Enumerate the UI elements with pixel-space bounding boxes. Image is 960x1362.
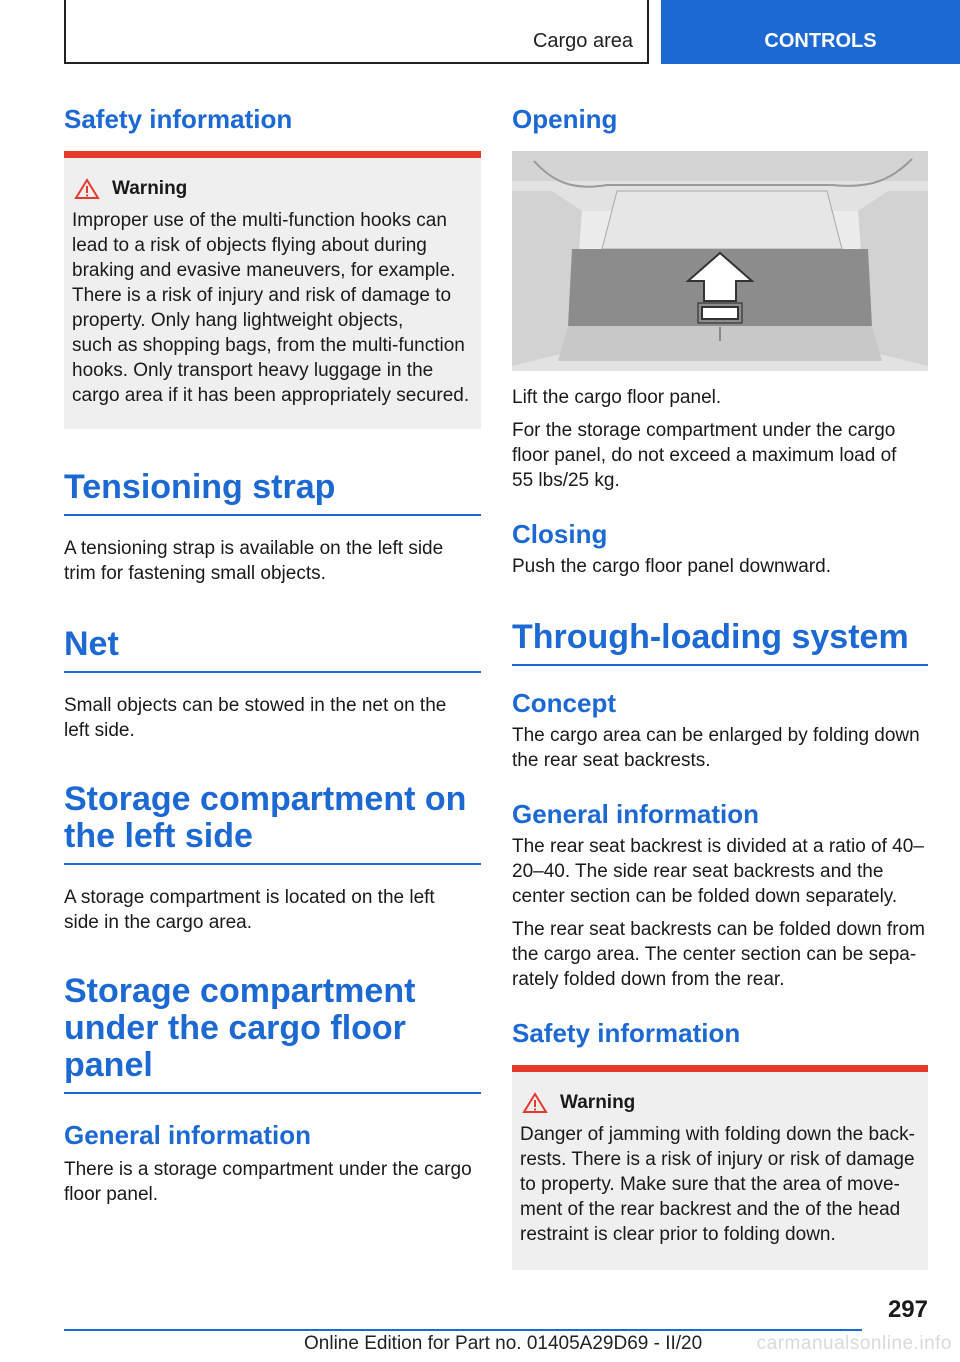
- body-line: A storage compartment is located on the left: [64, 887, 435, 908]
- warning-title: Warning: [112, 178, 188, 199]
- body-line: side in the cargo area.: [64, 912, 253, 933]
- warning-line: restraint is clear prior to folding down.: [520, 1224, 836, 1245]
- warning-line: cargo area if it has been appropriately secured.: [72, 385, 470, 406]
- body-line: There is a storage compartment under the cargo: [64, 1159, 472, 1180]
- opening-heading: Opening: [512, 104, 618, 134]
- through-loading-heading: Through-loading system: [512, 619, 928, 666]
- heading-line: the left side: [64, 817, 253, 855]
- body-line: 55 lbs/25 kg.: [512, 470, 620, 491]
- warning-line: rests. There is a risk of injury or risk of damage: [520, 1149, 915, 1170]
- safety-heading: Safety information: [512, 1018, 741, 1048]
- warning-triangle-icon: [74, 178, 100, 200]
- warning-title: Warning: [560, 1092, 636, 1113]
- body-line: The rear seat backrests can be folded down from: [512, 919, 925, 940]
- chapter-label: CONTROLS: [764, 30, 877, 52]
- body-line: Small objects can be stowed in the net on the: [64, 695, 447, 716]
- warning-line: lead to a risk of objects flying about during: [72, 235, 427, 256]
- body-line: For the storage compartment under the cargo: [512, 420, 896, 441]
- net-heading: Net: [64, 626, 481, 673]
- warning-line: Improper use of the multi-function hooks can: [72, 210, 447, 231]
- warning-line: braking and evasive maneuvers, for example.: [72, 260, 456, 281]
- body-line: the rear seat backrests.: [512, 750, 711, 771]
- heading-line: under the cargo floor panel: [64, 1009, 406, 1084]
- body-line: left side.: [64, 720, 135, 741]
- section-title: Cargo area: [532, 30, 633, 52]
- warning-box: [64, 151, 481, 429]
- body-line: rately folded down from the rear.: [512, 969, 785, 990]
- body-line: A tensioning strap is available on the left side: [64, 538, 444, 559]
- warning-line: such as shopping bags, from the multi-function: [72, 335, 465, 356]
- general-info-heading: General information: [512, 799, 760, 829]
- warning-box: [512, 1065, 928, 1270]
- body-line: trim for fastening small objects.: [64, 563, 326, 584]
- left-column: [64, 104, 481, 1207]
- tensioning-heading: Tensioning strap: [64, 469, 481, 516]
- warning-line: property. Only hang lightweight objects,: [72, 310, 404, 331]
- warning-line: Danger of jamming with folding down the back-: [520, 1124, 915, 1145]
- footer-divider: [64, 1329, 862, 1331]
- storage-under-heading: [64, 973, 481, 1094]
- page-number: 297: [887, 1296, 928, 1323]
- heading-line: Storage compartment: [64, 972, 416, 1010]
- warning-line: hooks. Only transport heavy luggage in the: [72, 360, 434, 381]
- closing-heading: Closing: [512, 519, 608, 549]
- warning-line: to property. Make sure that the area of move-: [520, 1174, 900, 1195]
- storage-left-heading: [64, 781, 481, 865]
- heading-line: Storage compartment on: [64, 780, 467, 818]
- general-info-heading: General information: [64, 1120, 312, 1150]
- watermark: carmanualsonline.info: [756, 1333, 952, 1354]
- body-line: Lift the cargo floor panel.: [512, 387, 722, 408]
- body-line: 20–40. The side rear seat backrests and the: [512, 861, 884, 882]
- header-box: [64, 0, 649, 64]
- body-line: floor panel, do not exceed a maximum load of: [512, 445, 897, 466]
- body-line: Push the cargo floor panel downward.: [512, 556, 831, 577]
- right-column: [512, 104, 928, 1270]
- edition-text: Online Edition for Part no. 01405A29D69 - II/20: [304, 1333, 703, 1354]
- concept-heading: Concept: [512, 688, 616, 718]
- body-line: The cargo area can be enlarged by folding down: [512, 725, 920, 746]
- warning-line: ment of the rear backrest and the of the head: [520, 1199, 901, 1220]
- body-line: The rear seat backrest is divided at a ratio of 40–: [512, 836, 924, 857]
- warning-line: There is a risk of injury and risk of damage to: [72, 285, 452, 306]
- safety-heading: Safety information: [64, 104, 293, 134]
- chapter-tab[interactable]: [661, 0, 960, 64]
- body-line: the cargo area. The center section can be sepa-: [512, 944, 917, 965]
- body-line: floor panel.: [64, 1184, 159, 1205]
- warning-triangle-icon: [522, 1092, 548, 1114]
- body-line: center section can be folded down separately.: [512, 886, 898, 907]
- cargo-floor-illustration: [512, 151, 928, 371]
